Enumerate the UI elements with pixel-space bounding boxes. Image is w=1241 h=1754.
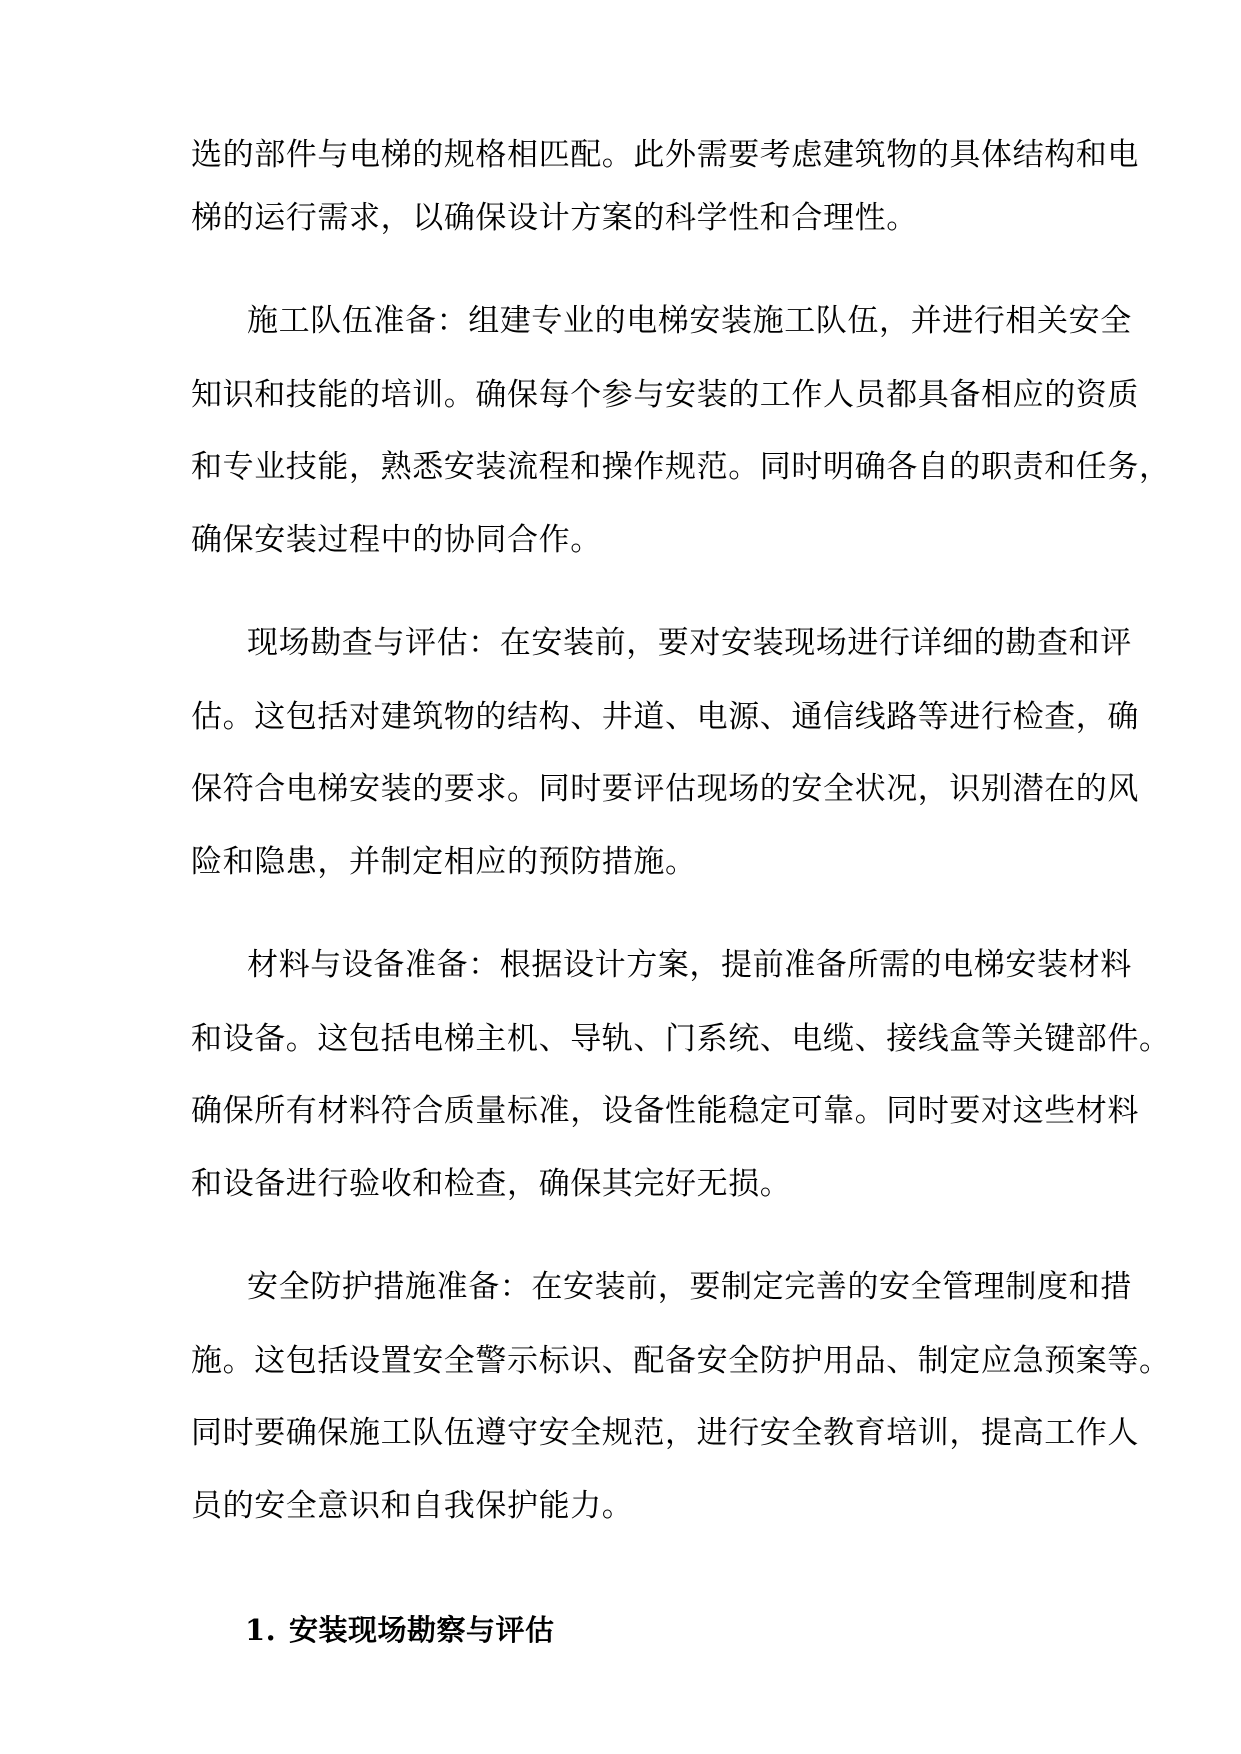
section-number: 1. xyxy=(245,1613,277,1647)
paragraph-line: 和设备。这包括电梯主机、导轨、门系统、电缆、接线盒等关键部件。 xyxy=(191,1021,1171,1057)
paragraph-line: 同时要确保施工队伍遵守安全规范，进行安全教育培训，提高工作人 xyxy=(191,1415,1139,1451)
paragraph-line: 保符合电梯安装的要求。同时要评估现场的安全状况，识别潜在的风 xyxy=(191,771,1139,807)
paragraph-line: 材料与设备准备：根据设计方案，提前准备所需的电梯安装材料 xyxy=(247,947,1132,983)
paragraph-line: 确保所有材料符合质量标准，设备性能稳定可靠。同时要对这些材料 xyxy=(191,1093,1139,1129)
paragraph-line: 安全防护措施准备：在安装前，要制定完善的安全管理制度和措 xyxy=(247,1269,1132,1305)
paragraph-line: 现场勘查与评估：在安装前，要对安装现场进行详细的勘查和评 xyxy=(247,625,1132,661)
paragraph-line: 估。这包括对建筑物的结构、井道、电源、通信线路等进行检查，确 xyxy=(191,699,1139,735)
paragraph-line: 梯的运行需求，以确保设计方案的科学性和合理性。 xyxy=(191,200,918,236)
paragraph-line: 施。这包括设置安全警示标识、配备安全防护用品、制定应急预案等。 xyxy=(191,1343,1171,1379)
paragraph-line: 险和隐患，并制定相应的预防措施。 xyxy=(191,844,697,880)
paragraph-line: 和专业技能，熟悉安装流程和操作规范。同时明确各自的职责和任务， xyxy=(191,449,1171,485)
section-title: 安装现场勘察与评估 xyxy=(289,1613,555,1647)
paragraph-line: 知识和技能的培训。确保每个参与安装的工作人员都具备相应的资质 xyxy=(191,377,1139,413)
section-heading xyxy=(245,1610,555,1650)
paragraph-line: 和设备进行验收和检查，确保其完好无损。 xyxy=(191,1166,792,1202)
paragraph-line: 员的安全意识和自我保护能力。 xyxy=(191,1488,634,1524)
paragraph-line: 确保安装过程中的协同合作。 xyxy=(191,522,602,558)
paragraph-line: 施工队伍准备：组建专业的电梯安装施工队伍，并进行相关安全 xyxy=(247,303,1132,339)
paragraph-line: 选的部件与电梯的规格相匹配。此外需要考虑建筑物的具体结构和电 xyxy=(191,137,1139,173)
